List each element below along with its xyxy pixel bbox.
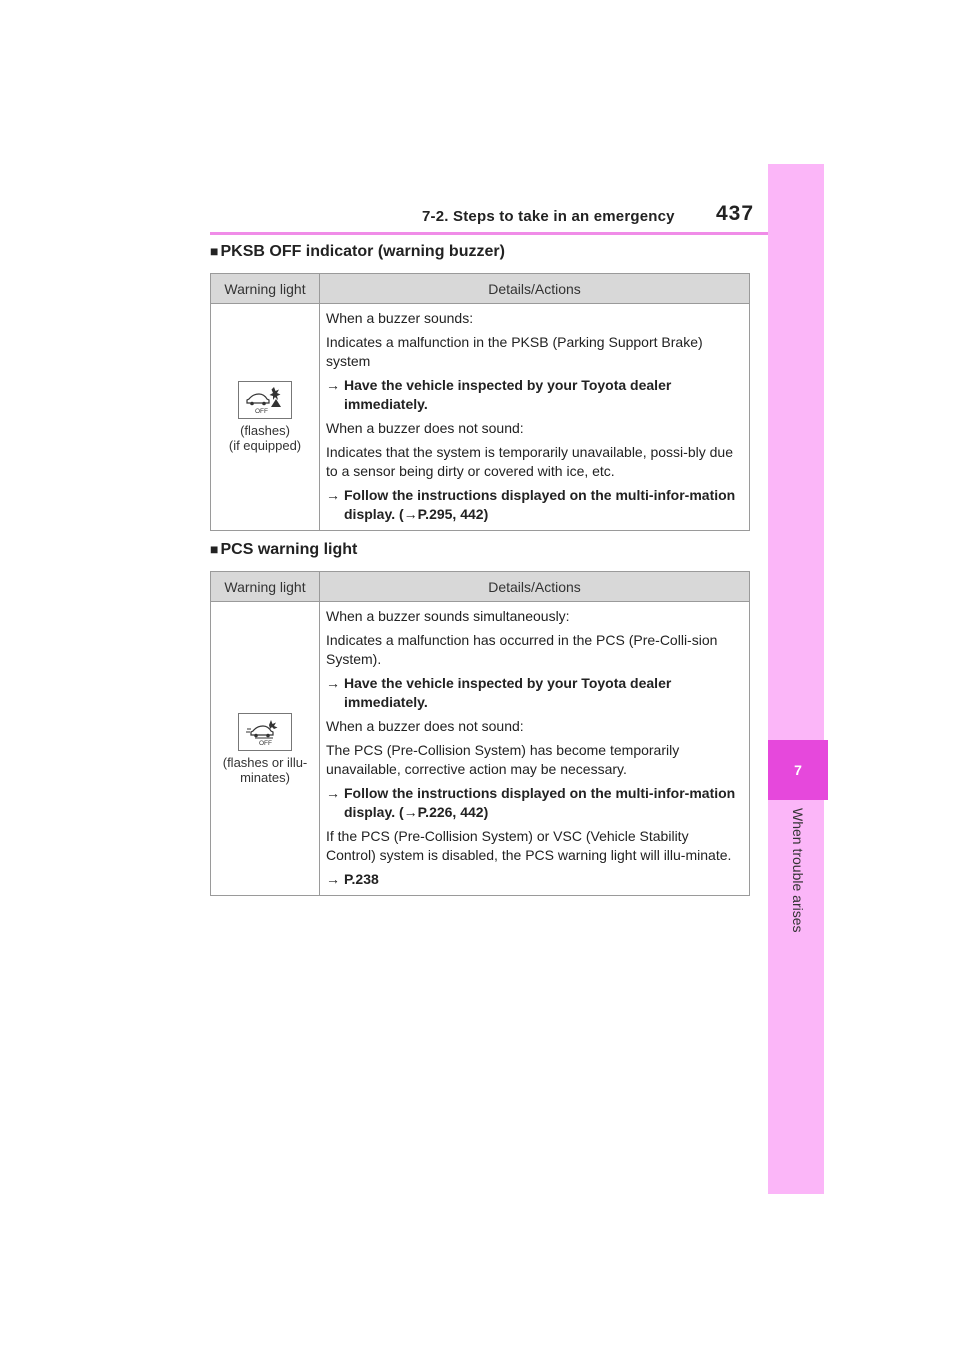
table-row (211, 602, 750, 896)
buzzer-sounds-text: When a buzzer sounds: (326, 310, 474, 326)
no-buzzer-text: When a buzzer does not sound: (326, 718, 524, 734)
svg-text:OFF: OFF (255, 408, 268, 415)
action-follow-instructions[interactable]: → Follow the instructions displayed on the multi-infor-mation display. (→P.226, 442) (326, 785, 736, 820)
buzzer-sounds-text: When a buzzer sounds simultaneously: (326, 608, 570, 624)
no-buzzer-text: When a buzzer does not sound: (326, 420, 524, 436)
square-bullet-icon: ■ (210, 541, 219, 557)
pksb-heading: ■ PKSB OFF indicator (warning buzzer) (210, 243, 505, 260)
col-header-details: Details/Actions (320, 572, 750, 602)
col-header-warning-light: Warning light (211, 274, 320, 304)
unavailable-text: The PCS (Pre-Collision System) has become temporarily unavailable, corrective action may be necessary. (326, 742, 680, 777)
table-row (211, 304, 750, 531)
warning-light-cell (211, 602, 320, 896)
section-title: 7-2. Steps to take in an emergency (422, 208, 675, 225)
details-cell (320, 602, 750, 896)
col-header-details: Details/Actions (320, 274, 750, 304)
warning-light-cell (211, 304, 320, 531)
arrow-icon: → (326, 377, 340, 393)
arrow-icon: → (326, 487, 340, 503)
icon-caption: (flashes or illu-minates) (222, 754, 308, 785)
table-header-row (211, 572, 750, 602)
action-inspect: → Have the vehicle inspected by your Toyota dealer immediately. (326, 675, 672, 710)
icon-caption-equipped: (if equipped) (228, 438, 302, 453)
svg-text:OFF: OFF (259, 739, 272, 747)
col-header-warning-light: Warning light (211, 572, 320, 602)
pksb-table (210, 273, 750, 531)
pcs-heading: ■ PCS warning light (210, 541, 358, 558)
arrow-icon: → (326, 785, 340, 801)
side-band (768, 164, 824, 1194)
disabled-text: If the PCS (Pre-Collision System) or VSC (Vehicle Stability Control) system is disabled, the PCS warning light will illu-minate. (326, 828, 732, 863)
table-header-row (211, 274, 750, 304)
arrow-icon: → (326, 871, 340, 887)
pcs-off-icon (238, 713, 292, 751)
action-follow-instructions[interactable]: → Follow the instructions displayed on the multi-infor-mation display. (→P.295, 442) (326, 487, 736, 522)
icon-caption: (flashes) (240, 423, 290, 438)
page-reference-link[interactable]: → P.238 (326, 871, 379, 887)
chapter-tab[interactable]: 7 (768, 740, 828, 800)
pcs-table (210, 571, 750, 896)
pksb-off-icon (238, 381, 292, 419)
page-number: 437 (716, 202, 755, 225)
chapter-title: When trouble arises (790, 808, 806, 933)
arrow-icon: → (326, 675, 340, 691)
details-cell (320, 304, 750, 531)
malfunction-text: Indicates a malfunction in the PKSB (Parking Support Brake) system (326, 334, 703, 369)
malfunction-text: Indicates a malfunction has occurred in the PCS (Pre-Colli-sion System). (326, 632, 718, 667)
unavailable-text: Indicates that the system is temporarily unavailable, possi-bly due to a sensor being dirty or covered with ice, etc. (326, 444, 733, 479)
square-bullet-icon: ■ (210, 243, 219, 259)
header-rule (210, 232, 768, 235)
action-inspect: → Have the vehicle inspected by your Toyota dealer immediately. (326, 377, 672, 412)
